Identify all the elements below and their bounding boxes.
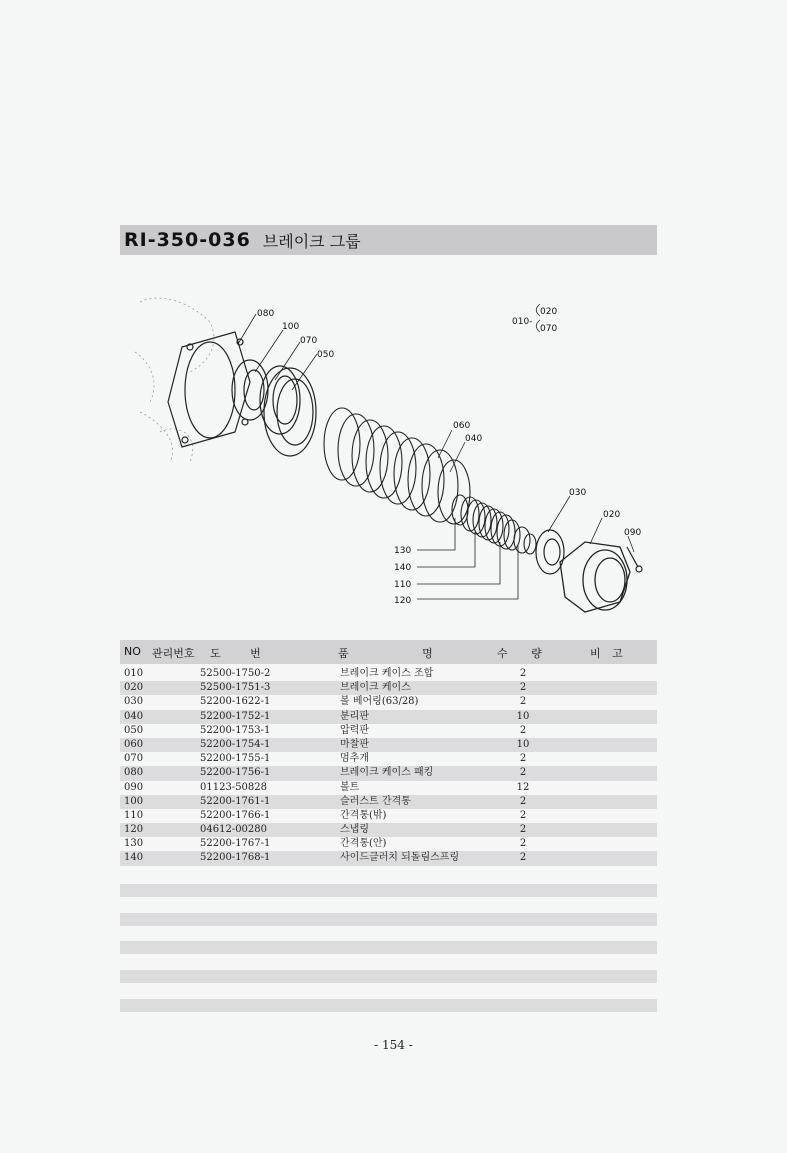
header-remarks: 비 고 [590,647,623,660]
quantity-cell: 2 [519,668,527,679]
quantity-cell: 12 [516,781,530,793]
parts-table-body [120,667,657,866]
quantity-cell: 2 [519,824,527,836]
quantity-cell: 2 [519,724,527,736]
brake-case-packing [168,332,250,447]
label-070-sub: 070 [540,324,558,334]
quantity-cell: 2 [519,809,527,821]
group-name: 브레이크 그룹 [262,231,361,251]
part-no-cell: 140 [124,852,144,864]
table-row [120,738,657,752]
part-name-cell: 볼 베어링(63/28) [340,696,419,708]
part-no-cell: 120 [124,824,144,836]
part-no-cell: 030 [124,696,144,708]
label-020-sub: 020 [540,307,558,317]
part-name-cell: 브레이크 케이스 [340,682,411,694]
label-020: 020 [603,510,621,520]
part-no-cell: 080 [124,767,144,779]
table-row [120,710,657,724]
part-name-cell: 볼트 [340,781,360,793]
quantity-cell: 10 [516,710,530,722]
table-row [120,724,657,738]
blank-row [120,884,657,897]
drawing-no-cell: 52200-1768-1 [200,852,271,864]
label-080: 080 [257,309,275,319]
quantity-cell: 2 [519,696,527,708]
blank-row [120,941,657,954]
part-name-cell: 압력판 [340,724,369,736]
table-row [120,695,657,709]
header-part-name: 품 명 [338,647,433,660]
drawing-no-cell: 52200-1752-1 [200,710,271,722]
table-row [120,781,657,795]
part-no-cell: 050 [124,724,144,736]
drawing-no-cell: 52200-1755-1 [200,753,271,765]
label-120: 120 [394,596,412,606]
label-090: 090 [624,528,642,538]
part-name-cell: 간격통(안) [340,838,387,850]
table-row [120,809,657,823]
drawing-no-cell: 01123-50828 [200,781,268,793]
part-name-cell: 사이드클러치 되돌림스프링 [340,852,460,864]
label-130: 130 [394,546,412,556]
part-no-cell: 090 [124,781,144,793]
table-row [120,752,657,766]
drawing-no-cell: 52200-1754-1 [200,738,271,750]
header-no: NO [124,645,141,658]
quantity-cell: 2 [519,852,527,864]
drawing-no-cell: 52500-1750-2 [200,668,271,679]
brake-assembly-drawing [120,262,657,632]
drawing-no-cell: 52200-1767-1 [200,838,271,850]
label-140: 140 [394,563,412,573]
label-060: 060 [453,421,471,431]
parts-table-header [120,640,657,664]
part-name-cell: 브레이크 케이스 패킹 [340,767,434,779]
table-row [120,851,657,865]
drawing-no-cell: 52200-1756-1 [200,767,271,779]
part-name-cell: 분리판 [340,710,369,722]
part-no-cell: 020 [124,682,144,694]
quantity-cell: 2 [519,838,527,850]
blank-row [120,913,657,926]
quantity-cell: 2 [519,795,527,807]
part-name-cell: 간격통(밖) [340,809,387,821]
drawing-no-cell: 52200-1761-1 [200,795,271,807]
quantity-cell: 2 [519,767,527,779]
part-name-cell: 멈추개 [340,753,369,765]
table-row [120,837,657,851]
drawing-no-cell: 52200-1766-1 [200,809,271,821]
label-110: 110 [394,580,412,590]
group-code: RI-350-036 [124,229,251,251]
part-no-cell: 110 [124,809,144,821]
quantity-cell: 10 [516,738,530,750]
label-030: 030 [569,488,587,498]
part-no-cell: 010 [124,668,144,679]
title-bar [120,225,657,255]
blank-row [120,999,657,1012]
part-no-cell: 060 [124,738,144,750]
header-quantity: 수 량 [497,647,542,660]
part-no-cell: 100 [124,795,144,807]
table-row [120,681,657,695]
drawing-no-cell: 52200-1753-1 [200,724,271,736]
drawing-no-cell: 04612-00280 [200,824,268,836]
table-row [120,766,657,780]
quantity-cell: 2 [519,753,527,765]
label-070: 070 [300,336,318,346]
part-name-cell: 브레이크 케이스 조합 [340,668,434,679]
drawing-no-cell: 52500-1751-3 [200,682,271,694]
table-row [120,823,657,837]
part-name-cell: 슬러스트 간격통 [340,795,411,807]
drawing-no-cell: 52200-1622-1 [200,696,271,708]
label-100: 100 [282,322,300,332]
label-010: 010- [512,317,533,327]
part-no-cell: 040 [124,710,144,722]
part-no-cell: 070 [124,753,144,765]
quantity-cell: 2 [519,682,527,694]
table-row [120,795,657,809]
header-mgmt-no: 관리번호 [152,647,195,660]
exploded-diagram [120,262,657,632]
part-no-cell: 130 [124,838,144,850]
label-050: 050 [317,350,335,360]
part-name-cell: 스냅링 [340,824,369,836]
table-row [120,667,657,681]
header-drawing-no: 도 번 [210,647,261,660]
page-number: - 154 - [374,1038,413,1052]
blank-row [120,970,657,983]
part-name-cell: 마찰판 [340,738,369,750]
label-040: 040 [465,434,483,444]
